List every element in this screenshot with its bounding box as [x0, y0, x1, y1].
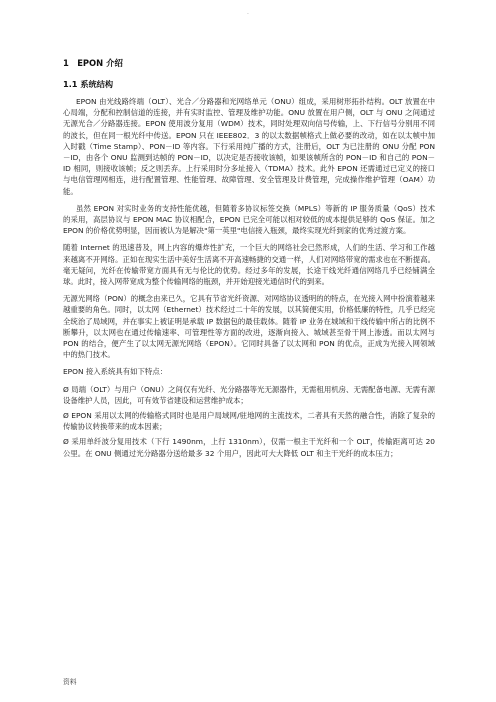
paragraph-qos: 虽然 EPON 对实时业务的支持性能优越，但随着多协议标签交换（MPLS）等新的 IP 服务质量（QoS）技术的采用，高层协议与 EPON MAC 协议相配合，EPON 已完全可能以相对较低的成本提供足够的 QoS 保证。加之 EPON 的价格优势明显，因而被认为是解决"第一英里"电信接入瓶颈，最终实现光纤到家的优秀过渡方案。 — [63, 203, 435, 236]
page-footer: 资料 — [63, 678, 77, 686]
paragraph-features-intro: EPON 接入系统具有如下特点： — [63, 367, 168, 377]
section-heading: 1 EPON 介绍 — [63, 58, 123, 68]
paragraph-system-structure: EPON 由光线路终端（OLT）、光合／分路器和光网络单元（ONU）组成，采用树形拓扑结构。OLT 放置在中心局端，分配和控制信道的连接，并有实时监控、管理及维护功能。ONU 放置在用户侧，OLT 与 ONU 之间通过无源光合／分路器连接。EPON 使用波分复用（WDM）技术，同时处理双向信号传输，上、下行信号分别用不同的波长，但在同一根光纤中传送。EPON 只在 IEEE802．3 的以太数据帧格式上做必要的改动，如在以太帧中加入时戳（Time Stamp）、PON－ID 等内容。下行采用纯广播的方式，注册后，OLT 为已注册的 ONU 分配 PON－ID，由各个 ONU 监测到达帧的 PON－ID，以决定是否接收该帧，如果该帧所含的 PON－ID 和自己的 PON－ID 相同，则接收该帧；反之则丢弃。上行采用时分多址接入（TDMA）技术。此外 EPON 还需通过已定义的接口与电信管理网相连，进行配置管理、性能管理、故障管理、安全管理及计费管理，完成操作维护管理（OAM）功能。 — [63, 97, 435, 196]
subsection-heading: 1.1 系统结构 — [63, 79, 114, 89]
list-item: Ø 采用单纤波分复用技术（下行 1490nm，上行 1310nm），仅需一根主干光纤和一个 OLT，传输距离可达 20 公里。在 ONU 侧通过光分路器分送给最多 32 个用户，因此可大大降低 OLT 和主干光纤的成本压力； — [63, 437, 435, 458]
document-body — [63, 58, 435, 463]
list-item: Ø EPON 采用以太网的传输格式同时也是用户局域网/驻地网的主流技术，二者具有天然的融合性，消除了复杂的传输协议转换带来的成本因素； — [63, 411, 435, 432]
paragraph-pon: 无源光网络（PON）的概念由来已久，它具有节省光纤资源、对网络协议透明的的特点，在光接入网中扮演着越来越重要的角色。同时，以太网（Ethernet）技术经过二十年的发展，以其简便实用，价格低廉的特性，几乎已经完全统治了局域网，并在事实上被证明是承载 IP 数据包的最佳载体。随着 IP 业务在城域和干线传输中所占的比例不断攀升，以太网也在通过传输速率、可管理性等方面的改进，逐渐向接入、城域甚至骨干网上渗透。而以太网与 PON 的结合，便产生了以太网无源光网络（EPON）。它同时具备了以太网和 PON 的优点，正成为光接入网领域中的热门技术。 — [63, 294, 435, 360]
list-item: Ø 局端（OLT）与用户（ONU）之间仅有光纤、光分路器等光无源器件，无需租用机房、无需配备电源、无需有源设备维护人员，因此，可有效节省建设和运营维护成本； — [63, 384, 435, 405]
page-header-mark: · — [247, 11, 249, 18]
paragraph-internet: 随着 Internet 的迅速普及，网上内容的爆炸性扩充，一个巨大的网络社会已然形成，人们的生活、学习和工作越来越离不开网络。正如在现实生活中美好生活离不开高速畅捷的交通一样，人们对网络带宽的需求也在不断提高。毫无疑问，光纤在传输带宽方面具有无与伦比的优势。经过多年的发展，长途干线光纤通信网络几乎已经铺满全球。此时，接入网带宽成为整个传输网络的瓶颈，并开始迎接光通信时代的到来。 — [63, 243, 435, 287]
